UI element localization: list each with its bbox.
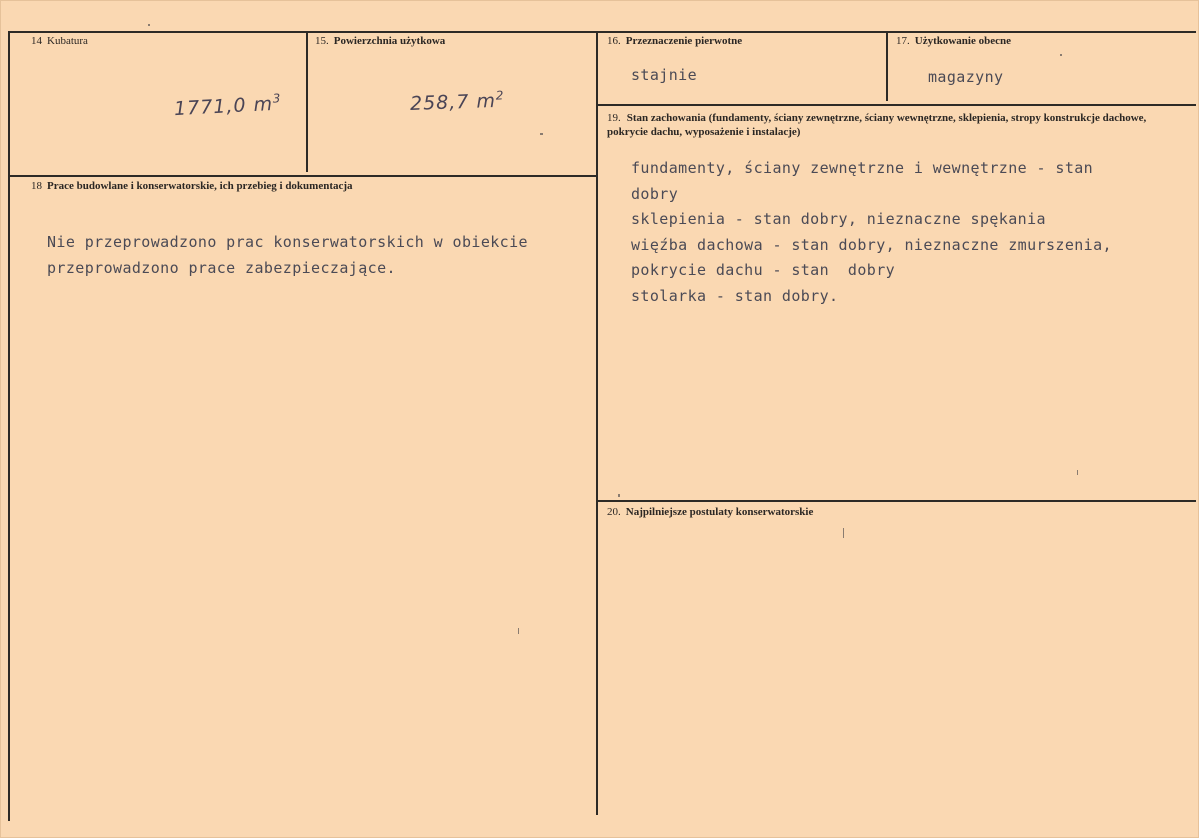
paper-speck — [1060, 54, 1062, 56]
field-16-title: Przeznaczenie pierwotne — [625, 35, 743, 47]
field-19-line: pokrycie dachu - stan dobry — [631, 261, 896, 279]
field-19-line: sklepienia - stan dobry, nieznaczne spękania — [631, 210, 1046, 228]
field-20-title: Najpilniejsze postulaty konserwatorskie — [625, 506, 814, 518]
field-14-label — [31, 35, 88, 48]
paper-speck — [843, 528, 844, 538]
field-16-label — [607, 35, 742, 48]
field-19-text — [631, 156, 1112, 309]
field-15-title: Powierzchnia użytkowa — [333, 35, 446, 47]
field-19-label — [607, 111, 1172, 139]
field-18-label — [31, 180, 353, 193]
field-19-number: 19. — [607, 112, 621, 124]
paper-speck — [540, 133, 543, 135]
divider-row-18 — [8, 175, 598, 177]
field-14-value-text: 1771,0 m — [173, 92, 274, 121]
field-15-label — [315, 35, 445, 48]
top-border-line — [8, 31, 1196, 33]
field-16-number: 16. — [607, 35, 621, 47]
field-19-line: fundamenty, ściany zewnętrzne i wewnętrzne - stan — [631, 159, 1094, 177]
divider-row-20 — [596, 500, 1196, 502]
field-19-title: Stan zachowania (fundamenty, ściany zewnętrzne, ściany wewnętrzne, sklepienia, stropy konstrukcje dachowe, pokrycie dachu, wyposażenie i instalacje) — [607, 112, 1147, 138]
field-18-title: Prace budowlane i konserwatorskie, ich przebieg i dokumentacja — [47, 180, 353, 192]
field-15-number: 15. — [315, 35, 329, 47]
divider-14-15 — [306, 31, 308, 172]
field-14-title: Kubatura — [47, 35, 88, 47]
field-15-unit-sup: 2 — [495, 88, 505, 103]
field-16-value: stajnie — [631, 66, 698, 84]
paper-speck — [518, 628, 519, 634]
field-19-line: stolarka - stan dobry. — [631, 286, 839, 305]
field-18-line: przeprowadzono prace zabezpieczające. — [47, 258, 396, 277]
field-17-value: magazyny — [928, 68, 1004, 86]
field-20-label — [607, 506, 813, 519]
paper-speck — [148, 24, 150, 26]
field-19-line: więźba dachowa - stan dobry, nieznaczne zmurszenia, — [631, 235, 1112, 254]
field-18-text — [47, 230, 528, 281]
divider-row-19 — [596, 104, 1196, 106]
left-border-line — [8, 31, 10, 821]
field-14-number: 14 — [31, 35, 42, 47]
field-15-value — [410, 88, 505, 115]
paper-speck — [618, 494, 620, 497]
field-18-number: 18 — [31, 180, 42, 192]
field-17-number: 17. — [896, 35, 910, 47]
field-14-value — [173, 91, 282, 120]
field-19-line: dobry — [631, 184, 679, 203]
field-17-label — [896, 35, 1011, 48]
paper-speck — [1077, 470, 1078, 475]
field-14-unit-sup: 3 — [272, 91, 282, 106]
divider-16-17 — [886, 31, 888, 101]
field-20-number: 20. — [607, 506, 621, 518]
field-18-line: Nie przeprowadzono prac konserwatorskich w obiekcie — [47, 233, 528, 251]
field-15-value-text: 258,7 m — [409, 89, 497, 115]
field-17-title: Użytkowanie obecne — [914, 35, 1011, 47]
divider-center — [596, 31, 598, 815]
